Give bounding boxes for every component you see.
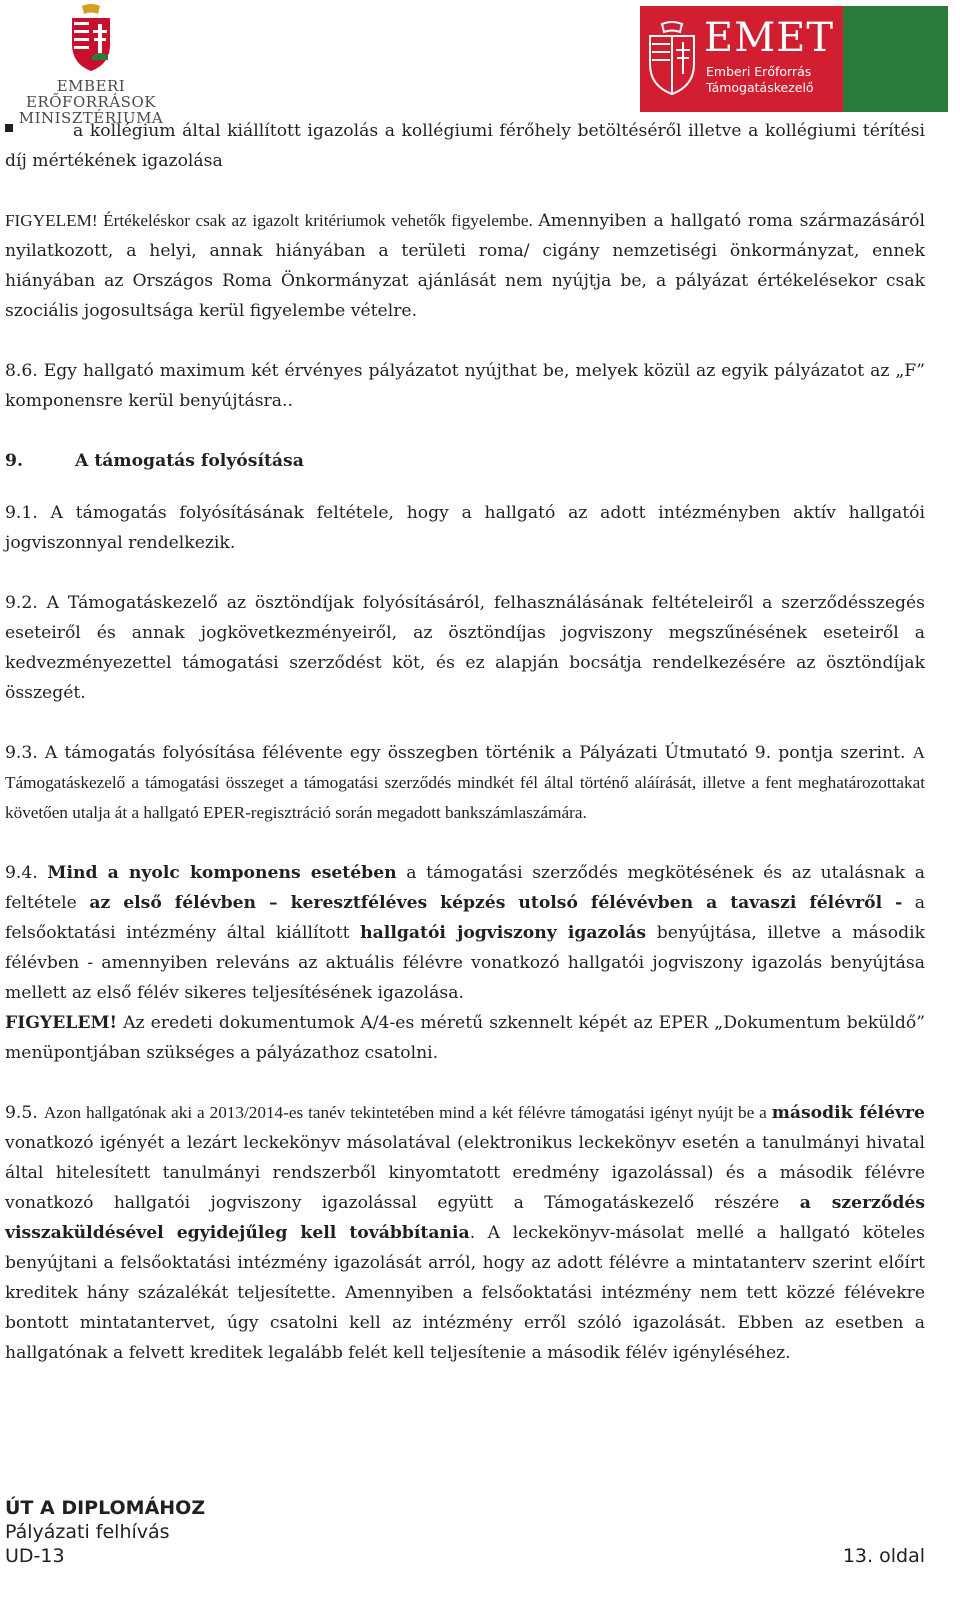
emet-logo [640,6,948,112]
paragraph-9-3: 9.3. A támogatás folyósítása félévente egy összegben történik a Pályázati Útmutató 9. pontja szerint. A Támogatáskezelő a támogatási összeget a támogatási szerződés mindkét fél által történő aláírását, illetve a fent meghatározottakat követően utalja át a hallgató EPER-regisztráció során megadott bankszámlaszámára. [5,743,925,822]
document-body [5,116,925,1368]
page-header [0,0,960,127]
emet-logo-title: EMET [704,15,835,61]
bullet-item: a kollégium által kiállított igazolás a kollégiumi férőhely betöltéséről illetve a kollégiumi térítési díj mértékének igazolása [5,121,925,171]
footer-subtitle: Pályázati felhívás [5,1521,170,1543]
square-bullet-icon [5,124,13,132]
paragraph-9-1: 9.1. A támogatás folyósításának feltétele, hogy a hallgató az adott intézményben aktív hallgatói jogviszonnyal rendelkezik. [5,503,925,553]
section-heading-9: 9. A támogatás folyósítása [5,451,304,471]
emet-crest-icon [646,20,698,96]
emet-logo-subtitle: Emberi Erőforrás Támogatáskezelő [706,64,814,95]
ministry-logo [6,2,176,127]
attention-note: FIGYELEM! Az eredeti dokumentumok A/4-es méretű szkennelt képét az EPER „Dokumentum beküldő” menüpontjában szükséges a pályázathoz csatolni. [5,1013,925,1063]
emet-logo-green-panel [843,6,948,112]
paragraph-8-6: 8.6. Egy hallgató maximum két érvényes pályázatot nyújthat be, melyek közül az egyik pályázatot az „F” komponensre kerül benyújtásra.. [5,361,925,411]
page-number: 13. oldal [842,1545,925,1567]
paragraph-9-5: 9.5. Azon hallgatónak aki a 2013/2014-es tanév tekintetében mind a két félévre támogatási igényt nyújt be a második félévre vonatkozó igényét a lezárt leckekönyv másolatával (elektronikus leckekönyv esetén a tanulmányi hivatal által hitelesített tanulmányi rendszerből kinyomtatott eredmény igazolással) és a második félévre vonatkozó hallgatói jogviszony igazolással együtt a Támogatáskezelő részére a szerződés visszaküldésével egyidejűleg kell továbbítania. A leckekönyv-másolat mellé a hallgató köteles benyújtani a felsőoktatási intézmény igazolását arról, hogy az adott félévre a mintatanterv szerint előírt kreditek hány százalékát teljesítette. Amennyiben a felsőoktatási intézmény nem tett közzé félévekre bontott mintatantervet, úgy csatolni kell az intézmény erről szóló igazolását. Ebben az esetben a hallgatónak a felvett kreditek legalább felét kell teljesítenie a második félév igényléséhez. [5,1103,926,1363]
page-footer [5,1496,925,1568]
paragraph-9-4: 9.4. Mind a nyolc komponens esetében a támogatási szerződés megkötésének és az utalásnak a feltétele az első félévben – keresztféléves képzés utolsó félévévben a tavaszi félévről - a felsőoktatási intézmény által kiállított hallgatói jogviszony igazolás benyújtása, illetve a második félévben - amennyiben releváns az aktuális félévre vonatkozó hallgatói jogviszony igazolás benyújtása mellett az első félév sikeres teljesítésének igazolása. [5,863,925,1003]
hungarian-crest-icon [68,4,114,72]
footer-code: UD-13 [5,1545,65,1567]
attention-paragraph: FIGYELEM! Értékeléskor csak az igazolt kritériumok vehetők figyelembe. Amennyiben a hallgató roma származásáról nyilatkozott, a helyi, annak hiányában a területi roma/ cigány nemzetiségi önkormányzat, ennek hiányában az Országos Roma Önkormányzat ajánlását nem nyújtja be, a pályázat értékelésekor csak szociális jogosultsága kerül figyelembe vételre. [5,211,925,321]
ministry-logo-text: EMBERI ERŐFORRÁSOK MINISZTÉRIUMA [18,77,164,127]
paragraph-9-2: 9.2. A Támogatáskezelő az ösztöndíjak folyósításáról, felhasználásának feltételeiről a szerződésszegés eseteiről és annak jogkövetkezményeiről, az ösztöndíjas jogviszony megszűnésének eseteiről a kedvezményezettel támogatási szerződést köt, és ez alapján bocsátja rendelkezésére az ösztöndíjak összegét. [5,593,925,703]
footer-brand: ÚT A DIPLOMÁHOZ [5,1497,206,1519]
